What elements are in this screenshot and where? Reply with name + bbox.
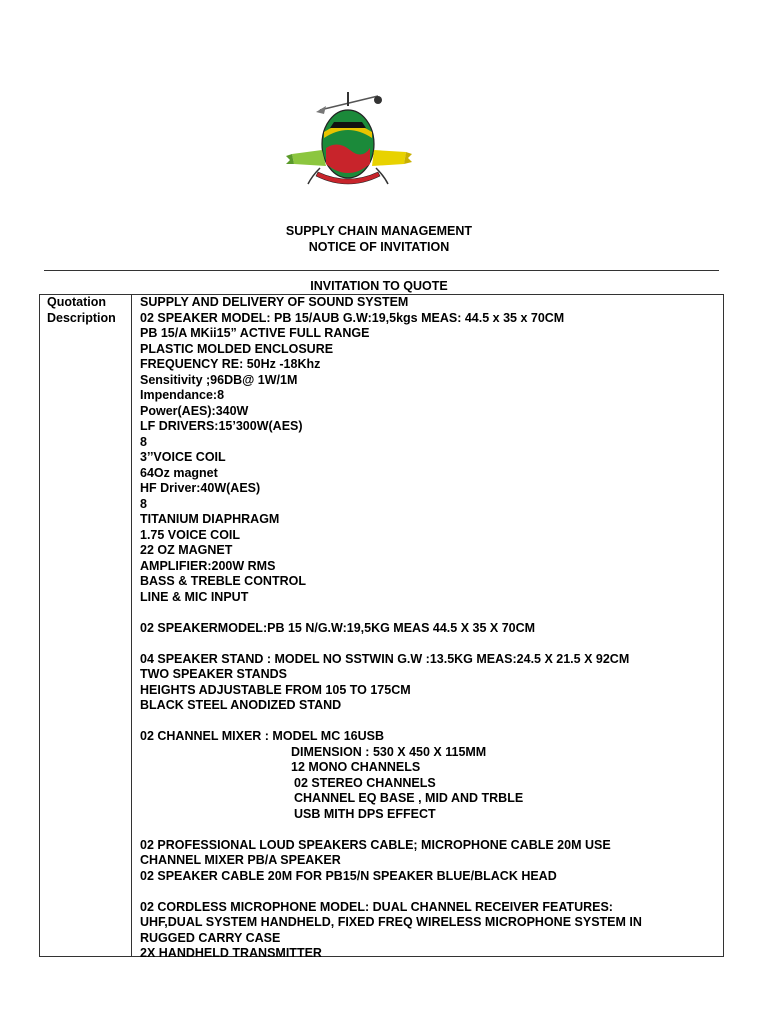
document-heading [0,223,770,255]
invitation-title-text: INVITATION TO QUOTE [310,279,448,293]
heading-line-1: SUPPLY CHAIN MANAGEMENT [285,224,473,238]
desc-line: USB MITH DPS EFFECT [294,806,436,821]
desc-line: 1.75 VOICE COIL [140,527,241,542]
desc-line: 02 STEREO CHANNELS [294,775,436,790]
desc-line: 3’’VOICE COIL [140,450,226,464]
desc-line: 02 CHANNEL MIXER : MODEL MC 16USB [140,729,385,743]
desc-line: 02 PROFESSIONAL LOUD SPEAKERS CABLE; MICROPHONE CABLE 20M USE [140,837,611,852]
quotation-table [39,294,724,960]
desc-line: HEIGHTS ADJUSTABLE FROM 105 TO 175CM [140,682,411,697]
desc-line: 02 SPEAKER MODEL: PB 15/AUB G.W:19,5kgs MEAS: 44.5 x 35 x 70CM [140,310,565,325]
desc-line: TWO SPEAKER STANDS [140,667,287,681]
desc-line: 12 MONO CHANNELS [291,760,421,774]
desc-line: DIMENSION : 530 X 450 X 115MM [291,744,487,759]
desc-line: LINE & MIC INPUT [140,589,249,604]
desc-line: 02 SPEAKERMODEL:PB 15 N/G.W:19,5KG MEAS 44.5 X 35 X 70CM [140,620,536,635]
desc-line: 8 [140,496,147,511]
blank-line [140,822,719,838]
desc-line: CHANNEL EQ BASE , MID AND TRBLE [294,791,524,805]
blank-line [140,884,719,900]
desc-line: FREQUENCY RE: 50Hz -18Khz [140,357,321,371]
desc-line: 02 SPEAKER CABLE 20M FOR PB15/N SPEAKER BLUE/BLACK HEAD [140,868,557,883]
desc-line: LF DRIVERS:15’300W(AES) [140,419,303,433]
description-content [140,295,719,962]
desc-line: PB 15/A MKii15” ACTIVE FULL RANGE [140,326,370,340]
desc-line: UHF,DUAL SYSTEM HANDHELD, FIXED FREQ WIRELESS MICROPHONE SYSTEM IN [140,915,642,929]
desc-line: Impendance:8 [140,388,225,402]
desc-line: 64Oz magnet [140,465,218,480]
blank-line [140,714,719,730]
blank-line [140,636,719,652]
label-description: Description [47,310,116,325]
desc-line: SUPPLY AND DELIVERY OF SOUND SYSTEM [140,295,409,309]
desc-line: PLASTIC MOLDED ENCLOSURE [140,341,334,356]
coat-of-arms-logo [286,92,412,192]
desc-line: 02 CORDLESS MICROPHONE MODEL: DUAL CHANNEL RECEIVER FEATURES: [140,899,613,914]
desc-line: TITANIUM DIAPHRAGM [140,512,280,526]
invitation-title [0,279,770,294]
label-column [40,295,132,956]
blank-line [140,605,719,621]
desc-line: 04 SPEAKER STAND : MODEL NO SSTWIN G.W :13.5KG MEAS:24.5 X 21.5 X 92CM [140,651,630,666]
desc-line: 2X HANDHELD TRANSMITTER [140,946,322,960]
desc-line: 8 [140,434,147,449]
desc-line: HF Driver:40W(AES) [140,481,261,495]
desc-line: BASS & TREBLE CONTROL [140,574,306,588]
heading-line-2: NOTICE OF INVITATION [308,240,450,254]
desc-line: 22 OZ MAGNET [140,543,233,557]
desc-line: RUGGED CARRY CASE [140,930,281,945]
desc-line: Sensitivity ;96DB@ 1W/1M [140,372,298,387]
label-quotation: Quotation [47,295,107,309]
desc-line: AMPLIFIER:200W RMS [140,558,276,573]
horizontal-divider [44,270,719,271]
desc-line: CHANNEL MIXER PB/A SPEAKER [140,853,341,867]
desc-line: Power(AES):340W [140,403,249,418]
desc-line: BLACK STEEL ANODIZED STAND [140,698,342,712]
